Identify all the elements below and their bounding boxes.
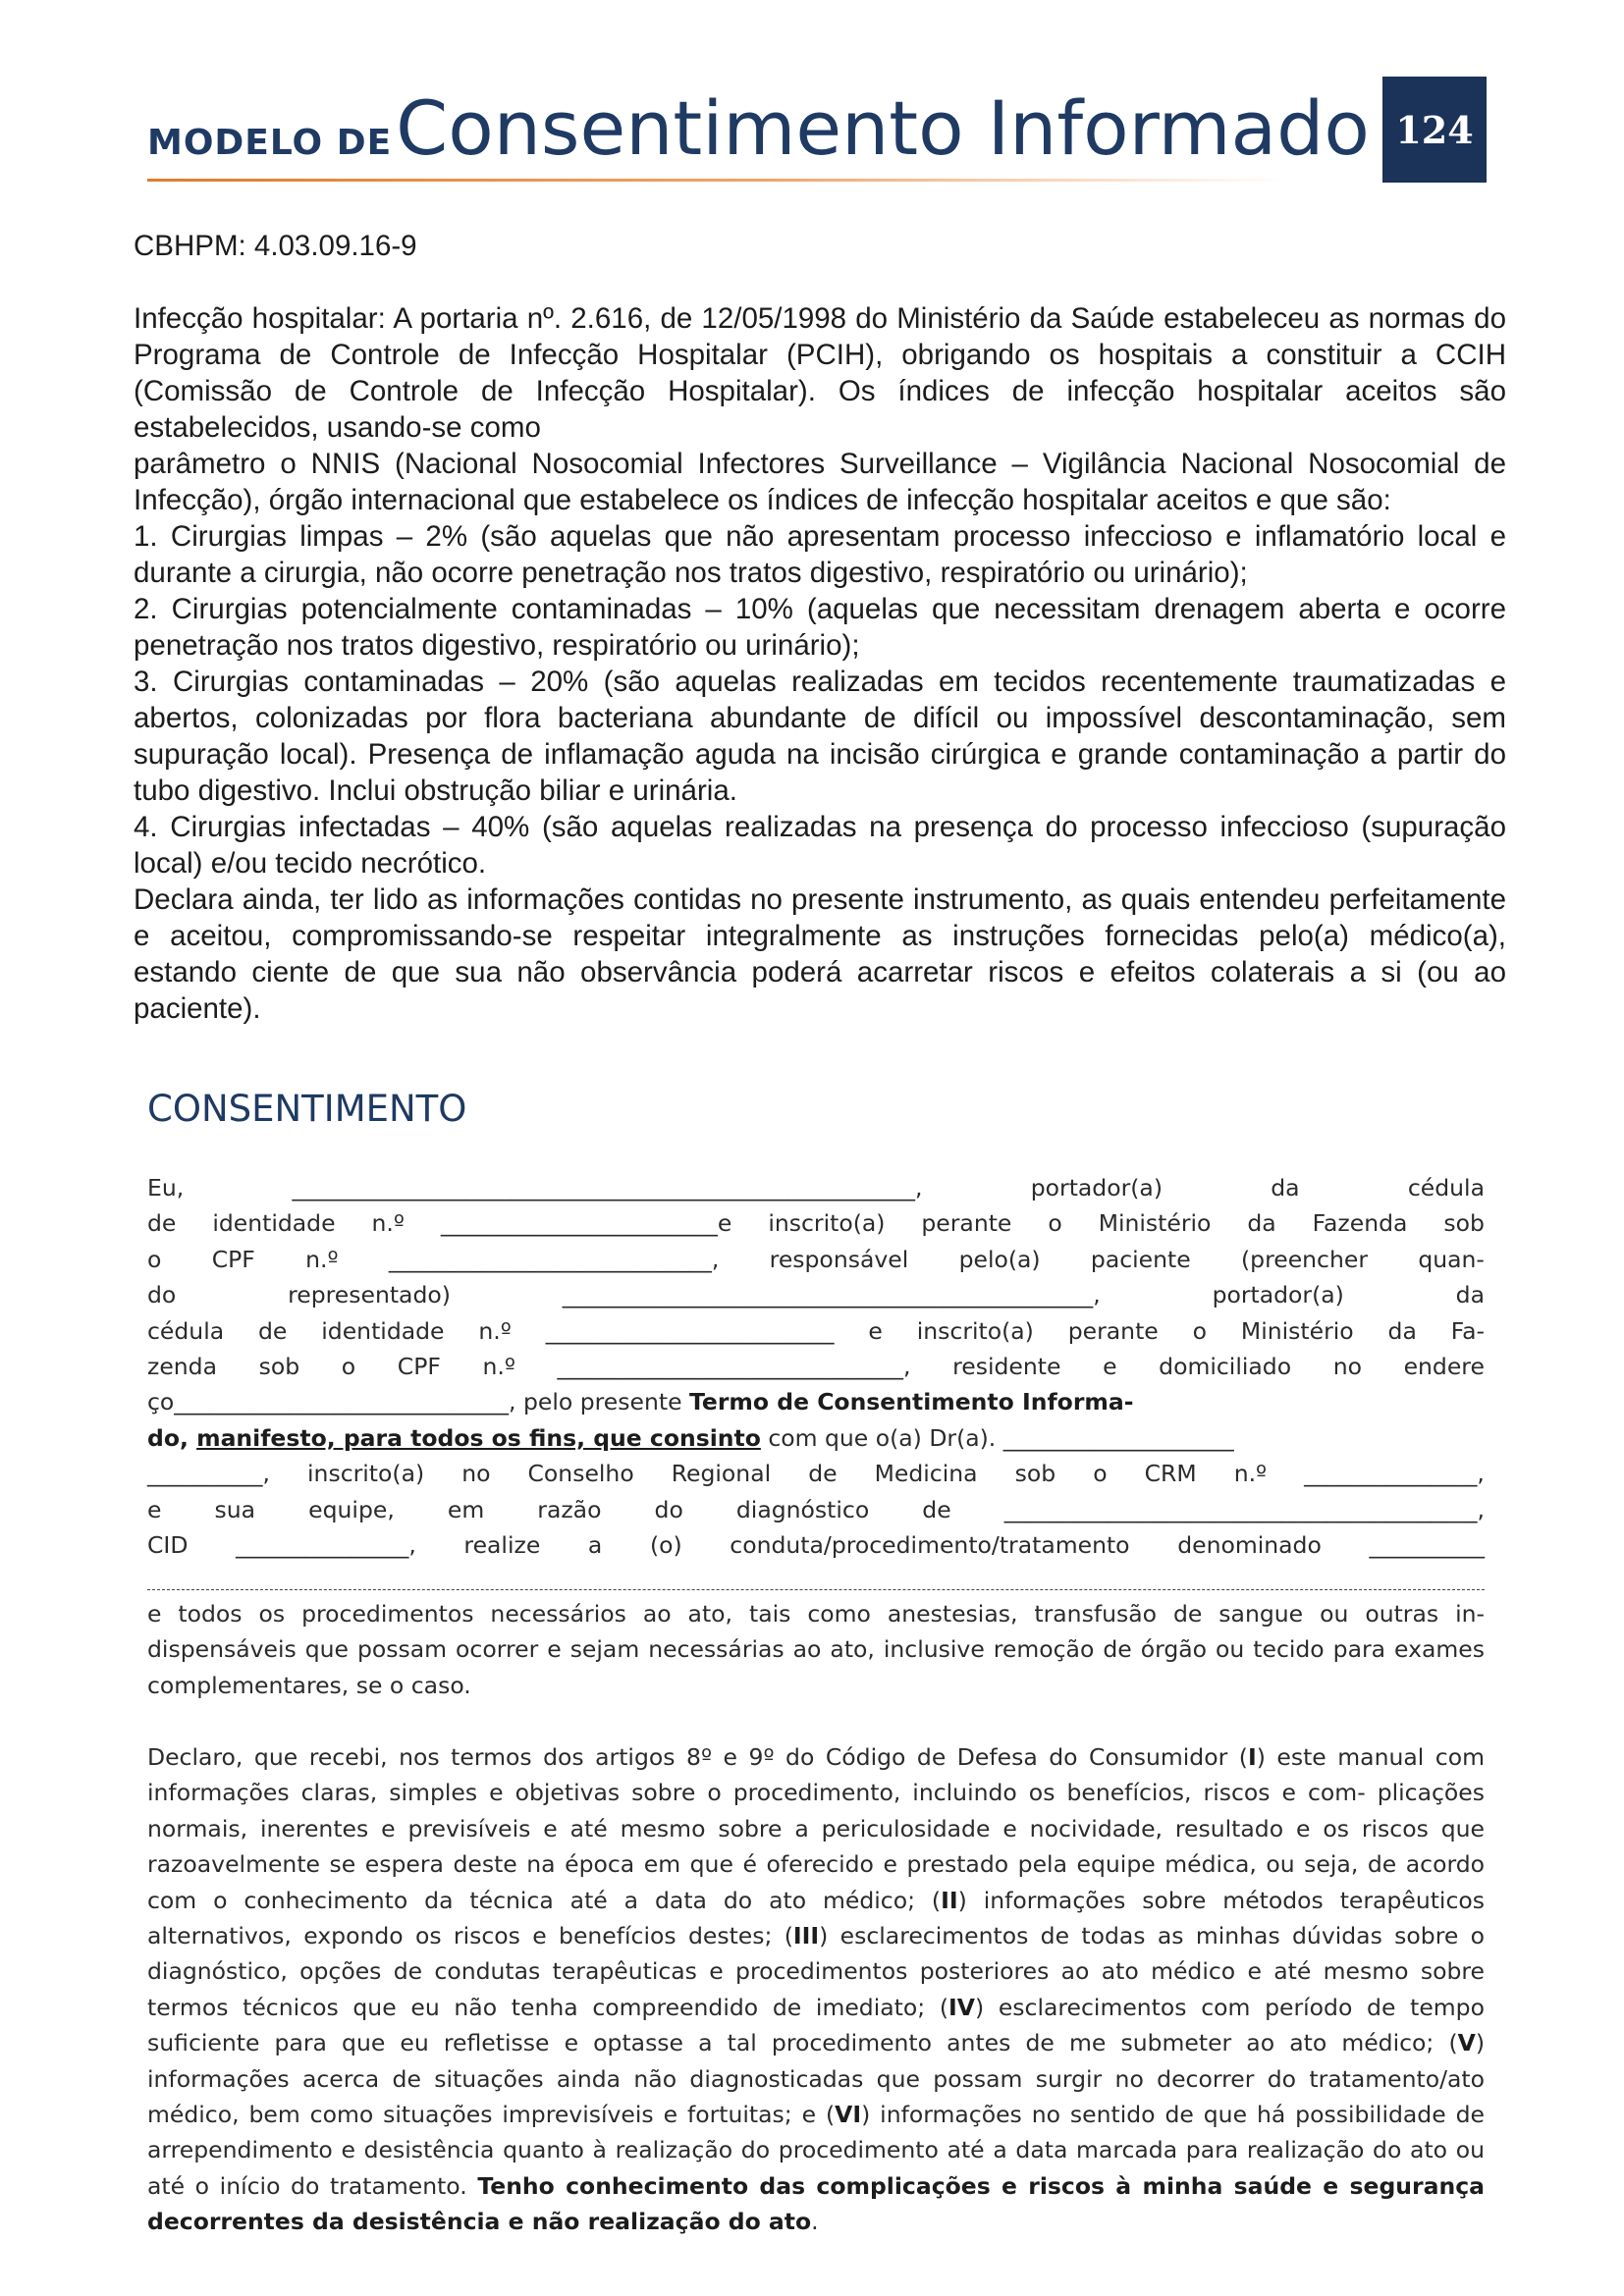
form-word: n.º (478, 1316, 512, 1345)
form-word: cédula (147, 1316, 225, 1345)
form-word: cédula (1407, 1174, 1485, 1201)
form-word: CID (147, 1530, 189, 1559)
roman-numeral: III (792, 1922, 820, 1950)
form-word: Conselho (527, 1460, 634, 1488)
form-word: endere (1403, 1352, 1485, 1380)
form-word: Fa- (1450, 1316, 1485, 1345)
roman-numeral: IV (948, 1993, 975, 2021)
roman-numeral: I (1247, 1743, 1257, 1771)
declaration-period: . (811, 2208, 819, 2236)
consent-form (147, 1170, 1485, 1599)
form-word: denominado (1177, 1530, 1322, 1559)
form-word: o (1192, 1316, 1208, 1345)
form-word: sob (258, 1352, 300, 1380)
form-word: em (447, 1495, 485, 1523)
form-word: inscrito(a) (307, 1460, 425, 1488)
procedures-paragraph: e todos os procedimentos necessários ao ato, tais como anestesias, transfusão de sangue ou outras in- dispensáveis que possam ocorrer e sejam necessárias ao ato, inclusive remoção de órgão ou tecido para exames complementares, se o caso. (147, 1600, 1485, 1699)
form-word: do (654, 1495, 683, 1523)
form-word: CPF (211, 1245, 255, 1273)
form-word: realize (463, 1530, 541, 1559)
form-word: Regional (671, 1460, 772, 1488)
form-word: ______________________________________________________, (292, 1174, 923, 1201)
form-line (147, 1420, 1485, 1456)
form-line (147, 1349, 1485, 1384)
form-word: o (341, 1352, 356, 1380)
declaration-text: ) informações no sentido de que há possibilidade de arrependimento e desistência quanto à realização do procedimento até a data marcada para realização do ato ou até o início do tratamento. (147, 2101, 1485, 2200)
header-title-small: MODELO DE (147, 123, 393, 163)
form-word: da (1271, 1174, 1300, 1201)
form-word: quan- (1418, 1245, 1485, 1273)
form-line (147, 1170, 1485, 1205)
roman-numeral: VI (835, 2101, 862, 2129)
consent-term-title-end: do, (147, 1423, 197, 1452)
header-divider (147, 179, 1286, 182)
form-word: CPF (397, 1352, 441, 1380)
form-word: perante (1067, 1316, 1159, 1345)
form-word: o (1093, 1460, 1108, 1488)
header-title-large: Consentimento Informado (396, 84, 1370, 172)
form-word: _________________________ (545, 1316, 835, 1345)
form-line (147, 1456, 1485, 1491)
intro-paragraph: parâmetro o NNIS (Nacional Nosocomial Infectores Surveillance – Vigilância Nacional Nosocomial de Infecção), órgão internacional que estabelece os índices de infecção hospitalar aceitos e que são: (134, 448, 1506, 516)
form-word: __________ (1369, 1530, 1485, 1559)
consent-statement: manifesto, para todos os fins, que consinto (196, 1423, 761, 1452)
declaration-text: ) este manual com informações claras, simples e objetivas sobre o procedimento, incluindo os benefícios, riscos e com- plicações normais, inerentes e previsíveis e até mesmo sobre a periculosidade e nocividade, resultado e os riscos que razoavelmente se espera deste na época em que é oferecido e prestado pela equipe médica, ou seja, de acordo com o conhecimento da técnica até a data do ato médico; ( (147, 1743, 1485, 1914)
form-word: no (1332, 1352, 1362, 1380)
intro-paragraph: Declara ainda, ter lido as informações contidas no presente instrumento, as quais entendeu perfeitamente e aceitou, compromissando-se respeitar integralmente as instruções fornecidas pelo(a) médico(a), estando ciente de que sua não observância poderá acarretar riscos e efeitos colaterais a si (ou ao paciente). (134, 883, 1506, 1025)
intro-paragraph: 3. Cirurgias contaminadas – 20% (são aquelas realizadas em tecidos recentemente traumatizadas e abertos, colonizadas por flora bacteriana abundante de difícil ou impossível descontaminação, sem supuração local). Presença de inflamação aguda na incisão cirúrgica e grande contaminação a partir do tubo digestivo. Inclui obstrução biliar e urinária. (134, 666, 1506, 807)
form-word: ______________________________________________, (562, 1281, 1101, 1309)
form-word: sob (1443, 1209, 1485, 1238)
declaration-text: ) esclarecimentos de todas as minhas dúvidas sobre o diagnóstico, opções de condutas terapêuticas e procedimentos posteriores ao ato médico e até mesmo sobre termos técnicos que eu não tenha compreendido de imediato; ( (147, 1922, 1486, 2021)
roman-numeral: II (941, 1886, 958, 1914)
form-word: Ministério (1098, 1209, 1212, 1238)
form-word: Fazenda (1312, 1209, 1408, 1238)
form-word: pelo(a) (958, 1245, 1041, 1273)
section-title: CONSENTIMENTO (147, 1088, 467, 1130)
intro-text (134, 300, 1506, 1027)
risk-acknowledgement: Tenho conhecimento das complicações e riscos à minha saúde e segurança decorrentes da desistência e não realização do ato (147, 2171, 1485, 2236)
intro-paragraph: Infecção hospitalar: A portaria nº. 2.616, de 12/05/1998 do Ministério da Saúde estabeleceu as normas do Programa de Controle de Infecção Hospitalar (PCIH), obrigando os hospitais a constituir a CCIH (Comissão de Controle de Infecção Hospitalar). Os índices de infecção hospitalar aceitos são estabelecidos, usando-se como (134, 302, 1506, 444)
form-word: zenda (147, 1352, 218, 1380)
form-word: paciente (1090, 1245, 1191, 1273)
form-word: n.º (482, 1352, 515, 1380)
form-line (147, 1205, 1485, 1241)
form-word: do (147, 1281, 177, 1309)
form-word: portador(a) (1030, 1174, 1163, 1201)
form-word: a (587, 1530, 603, 1559)
form-word: representado) (288, 1281, 451, 1309)
form-word: de (922, 1495, 951, 1523)
form-word: n.º (371, 1209, 405, 1238)
page-number-badge: 124 (1382, 77, 1487, 183)
declaration-text: ) informações sobre métodos terapêuticos alternativos, expondo os riscos e benefícios destes; ( (147, 1886, 1486, 1950)
form-word: (preencher (1241, 1245, 1368, 1273)
form-word: identidade (321, 1316, 445, 1345)
form-text: com que o(a) Dr(a). ____________________ (760, 1423, 1234, 1452)
form-word: _________________________________________, (1003, 1495, 1485, 1523)
form-word: _______________, (236, 1530, 416, 1559)
form-word: n.º (305, 1245, 339, 1273)
page-header-title (147, 84, 1370, 172)
form-word: o (1048, 1209, 1062, 1238)
form-word: conduta/procedimento/tratamento (730, 1530, 1130, 1559)
form-word: ____________________________, (388, 1245, 720, 1273)
intro-paragraph: 4. Cirurgias infectadas – 40% (são aquelas realizadas na presença do processo infeccioso (supuração local) e/ou tecido necrótico. (134, 811, 1506, 880)
form-word: inscrito(a) (768, 1209, 886, 1238)
form-word: identidade (212, 1209, 336, 1238)
form-word: ________________________e (440, 1209, 732, 1238)
form-word: equipe, (308, 1495, 395, 1523)
form-word: perante (921, 1209, 1012, 1238)
form-line (147, 1384, 1485, 1419)
form-word: __________, (147, 1460, 270, 1488)
form-word: CRM (1144, 1460, 1197, 1488)
form-word: da (1455, 1281, 1485, 1309)
form-word: n.º (1233, 1460, 1268, 1488)
form-word: domiciliado (1159, 1352, 1292, 1380)
form-word: Medicina (874, 1460, 978, 1488)
roman-numeral: V (1457, 2029, 1476, 2057)
declaration-text: ) esclarecimentos com período de tempo suficiente para que eu refletisse e optasse a tal procedimento antes de me submeter ao ato médico; ( (147, 1993, 1485, 2057)
form-word: Ministério (1240, 1316, 1354, 1345)
form-word: diagnóstico (735, 1495, 870, 1523)
form-word: Eu, (147, 1174, 185, 1201)
form-word: da (1247, 1209, 1276, 1238)
form-word: residente (952, 1352, 1061, 1380)
form-line (147, 1313, 1485, 1349)
form-word: da (1387, 1316, 1417, 1345)
form-line (147, 1492, 1485, 1527)
form-word: portador(a) (1212, 1281, 1344, 1309)
form-word: sob (1014, 1460, 1056, 1488)
procedure-code: CBHPM: 4.03.09.16-9 (134, 230, 417, 262)
form-word: de (147, 1209, 177, 1238)
form-line (147, 1527, 1485, 1563)
form-word: ______________________________, (557, 1352, 911, 1380)
form-word: de (258, 1316, 288, 1345)
form-line (147, 1277, 1485, 1312)
declaration-text: ) informações acerca de situações ainda não diagnosticadas que possam surgir no decorrer do tratamento/ato médico, bem como situações imprevisíveis e fortuitas; e ( (147, 2029, 1485, 2129)
form-word: (o) (649, 1530, 682, 1559)
blank-line (147, 1563, 1485, 1598)
form-word: e (147, 1495, 162, 1523)
consent-term-title: Termo de Consentimento Informa- (689, 1388, 1134, 1416)
form-word: razão (537, 1495, 602, 1523)
form-text: ço_____________________________, pelo presente (147, 1388, 689, 1416)
form-word: no (461, 1460, 491, 1488)
declaration-paragraph (147, 1739, 1485, 2240)
form-line (147, 1242, 1485, 1277)
declaration-text: Declaro, que recebi, nos termos dos artigos 8º e 9º do Código de Defesa do Consumidor ( (147, 1743, 1248, 1771)
form-word: e (868, 1316, 883, 1345)
form-word: o (147, 1245, 162, 1273)
form-word: responsável (769, 1245, 909, 1273)
intro-paragraph: 1. Cirurgias limpas – 2% (são aquelas que não apresentam processo infeccioso e inflamatório local e durante a cirurgia, não ocorre penetração nos tratos digestivo, respiratório ou urinário); (134, 520, 1506, 589)
form-word: inscrito(a) (916, 1316, 1034, 1345)
form-word: e (1103, 1352, 1117, 1380)
form-word: _______________, (1304, 1460, 1485, 1488)
form-word: de (808, 1460, 838, 1488)
form-word: sua (214, 1495, 256, 1523)
intro-paragraph: 2. Cirurgias potencialmente contaminadas – 10% (aquelas que necessitam drenagem aberta e ocorre penetração nos tratos digestivo, respiratório ou urinário); (134, 593, 1506, 662)
